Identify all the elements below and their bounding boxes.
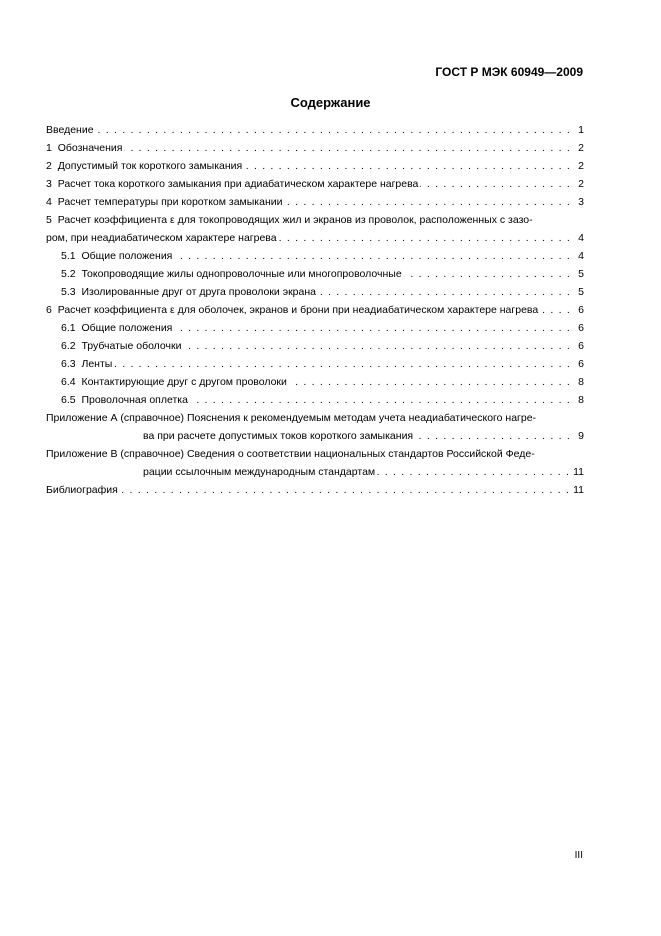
dot-leader <box>289 373 571 391</box>
toc-entry[interactable] <box>46 481 584 499</box>
page-number: III <box>574 850 583 861</box>
toc-entry-number: 6.2 <box>61 340 76 352</box>
toc-entry-page: 6 <box>571 319 584 337</box>
toc-entry-page: 5 <box>571 265 584 283</box>
toc-entry-title: Приложение А (справочное) Пояснения к рекомендуемым методам учета неадиабатического нагре- <box>46 412 537 424</box>
toc-entry[interactable] <box>46 409 584 445</box>
dot-leader <box>124 139 571 157</box>
toc-entry-page: 2 <box>571 175 584 193</box>
toc-entry-title: Допустимый ток короткого замыкания <box>57 160 243 172</box>
toc-entry[interactable] <box>46 355 584 373</box>
toc-entry-page: 5 <box>571 283 584 301</box>
dot-leader <box>120 481 570 499</box>
dot-leader <box>174 247 571 265</box>
toc-entry-title: ром, при неадиабатическом характере нагрева <box>46 232 277 244</box>
table-of-contents <box>46 121 584 499</box>
toc-entry-number: 5.2 <box>61 268 76 280</box>
toc-entry[interactable] <box>46 301 584 319</box>
dot-leader <box>404 265 571 283</box>
toc-entry-number: 6.4 <box>61 376 76 388</box>
toc-title: Содержание <box>290 95 371 110</box>
toc-entry-number: 5.1 <box>61 250 76 262</box>
toc-entry-page: 4 <box>571 247 584 265</box>
toc-entry-number: 1 <box>46 142 52 154</box>
toc-entry[interactable] <box>46 139 584 157</box>
toc-entry[interactable] <box>46 175 584 193</box>
toc-entry-title: ва при расчете допустимых токов короткого замыкания <box>143 430 414 442</box>
toc-entry[interactable] <box>46 211 584 247</box>
toc-entry[interactable] <box>46 373 584 391</box>
toc-entry-title: Введение <box>46 124 94 136</box>
toc-entry[interactable] <box>46 265 584 283</box>
dot-leader <box>279 229 571 247</box>
toc-entry-page: 11 <box>570 481 584 499</box>
toc-entry-number: 6.3 <box>61 358 76 370</box>
toc-entry-page: 8 <box>571 391 584 409</box>
dot-leader <box>420 175 571 193</box>
toc-entry-title: Расчет температуры при коротком замыкании <box>57 196 283 208</box>
toc-entry-title: Приложение В (справочное) Сведения о соответствии национальных стандартов Российской Феде- <box>46 448 535 460</box>
toc-entry-title: Общие положения <box>81 250 173 262</box>
toc-entry-title: Трубчатые оболочки <box>81 340 182 352</box>
dot-leader <box>183 337 571 355</box>
toc-entry-number: 5.3 <box>61 286 76 298</box>
dot-leader <box>114 355 571 373</box>
toc-entry-page: 8 <box>571 373 584 391</box>
toc-entry-title: Общие положения <box>81 322 173 334</box>
toc-entry-title: Токопроводящие жилы однопроволочные или многопроволочные <box>81 268 402 280</box>
toc-entry-number: 5 <box>46 214 52 226</box>
toc-entry-page: 6 <box>571 355 584 373</box>
toc-entry[interactable] <box>46 337 584 355</box>
toc-entry-page: 2 <box>571 157 584 175</box>
toc-entry[interactable] <box>46 283 584 301</box>
toc-entry-page: 6 <box>571 337 584 355</box>
dot-leader <box>244 157 571 175</box>
toc-entry-page: 11 <box>570 463 584 481</box>
toc-entry-number: 2 <box>46 160 52 172</box>
dot-leader <box>96 121 571 139</box>
toc-entry-number: 6.1 <box>61 322 76 334</box>
toc-entry[interactable] <box>46 445 584 481</box>
toc-entry[interactable] <box>46 121 584 139</box>
toc-entry-title: Контактирующие друг с другом проволоки <box>81 376 287 388</box>
toc-entry-page: 9 <box>571 427 584 445</box>
dot-leader <box>415 427 571 445</box>
dot-leader <box>174 319 571 337</box>
toc-entry-number: 4 <box>46 196 52 208</box>
dot-leader <box>377 463 570 481</box>
toc-entry[interactable] <box>46 319 584 337</box>
toc-entry-number: 6 <box>46 304 52 316</box>
toc-entry-title: Изолированные друг от друга проволоки экрана <box>81 286 316 298</box>
toc-entry-title: Обозначения <box>57 142 123 154</box>
toc-entry-title: Библиография <box>46 484 118 496</box>
dot-leader <box>285 193 571 211</box>
toc-entry[interactable] <box>46 157 584 175</box>
toc-entry-number: 3 <box>46 178 52 190</box>
dot-leader <box>190 391 571 409</box>
toc-entry-title: Ленты <box>81 358 113 370</box>
toc-entry-number: 6.5 <box>61 394 76 406</box>
toc-entry-title: Расчет тока короткого замыкания при адиабатическом характере нагрева <box>57 178 419 190</box>
dot-leader <box>540 301 571 319</box>
dot-leader <box>318 283 571 301</box>
toc-entry-title: Проволочная оплетка <box>81 394 188 406</box>
toc-entry-page: 4 <box>571 229 584 247</box>
toc-entry-page: 3 <box>571 193 584 211</box>
toc-entry-title: Расчет коэффициента ε для токопроводящих жил и экранов из проволок, расположенных с зазо- <box>57 214 533 226</box>
toc-entry-title: Расчет коэффициента ε для оболочек, экранов и брони при неадиабатическом характере нагрева <box>57 304 539 316</box>
toc-entry[interactable] <box>46 391 584 409</box>
toc-entry[interactable] <box>46 247 584 265</box>
toc-entry[interactable] <box>46 193 584 211</box>
document-code: ГОСТ Р МЭК 60949—2009 <box>435 65 583 79</box>
toc-entry-page: 6 <box>571 301 584 319</box>
toc-entry-title: рации ссылочным международным стандартам <box>143 466 376 478</box>
toc-entry-page: 2 <box>571 139 584 157</box>
toc-entry-page: 1 <box>571 121 584 139</box>
